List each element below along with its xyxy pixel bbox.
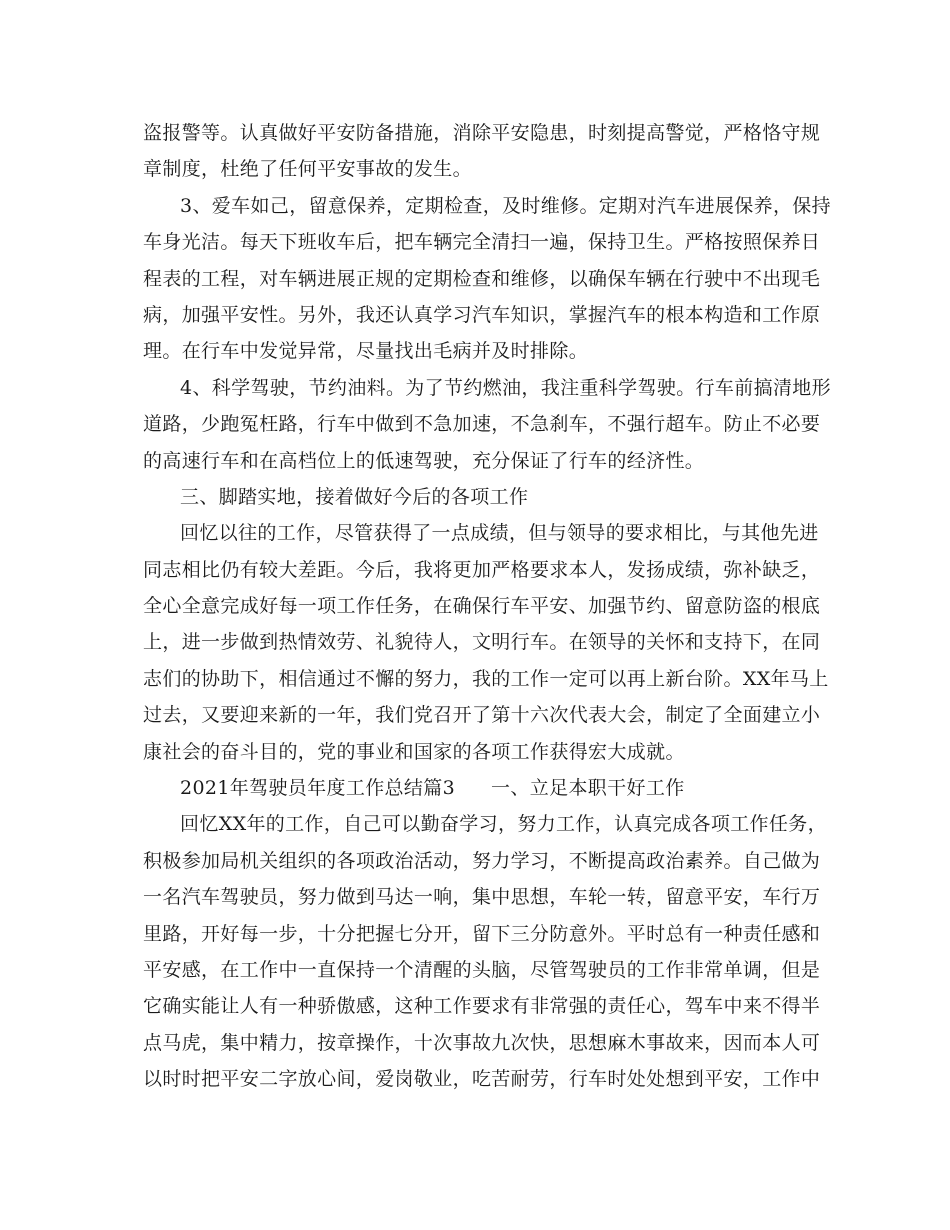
text-line: 过去，又要迎来新的一年，我们党召开了第十六次代表大会，制定了全面建立小 <box>143 704 821 727</box>
text-line: 积极参加局机关组织的各项政治活动，努力学习，不断提高政治素养。自己做为 <box>143 849 821 872</box>
text-line: 里路，开好每一步，十分把握七分开，留下三分防意外。平时总有一种责任感和 <box>143 922 821 945</box>
paragraph-review-line: 回忆以往的工作，尽管获得了一点成绩，但与领导的要求相比，与其他先进 <box>180 522 819 545</box>
text-line: 章制度，杜绝了任何平安事故的发生。 <box>143 158 472 181</box>
text-line: 它确实能让人有一种骄傲感，这种工作要求有非常强的责任心，驾车中来不得半 <box>143 995 821 1018</box>
article-title: 2021年驾驶员年度工作总结篇3 <box>180 777 456 800</box>
text-line: 同志相比仍有较大差距。今后，我将更加严格要求本人，发扬成绩，弥补缺乏， <box>143 558 821 581</box>
text-line: 道路，少跑冤枉路，行车中做到不急加速，不急刹车，不强行超车。防止不必要 <box>143 413 821 436</box>
text-line: 点马虎，集中精力，按章操作，十次事故九次快，思想麻木事故来，因而本人可 <box>143 1031 821 1054</box>
text-line: 病，加强平安性。另外，我还认真学习汽车知识，掌握汽车的根本构造和工作原 <box>143 303 821 326</box>
text-line: 的高速行车和在高档位上的低速驾驶，充分保证了行车的经济性。 <box>143 449 705 472</box>
article-heading <box>143 770 807 806</box>
text-line: 理。在行车中发觉异常，尽量找出毛病并及时排除。 <box>143 340 589 363</box>
text-line: 全心全意完成好每一项工作任务，在确保行车平安、加强节约、留意防盗的根底 <box>143 595 821 618</box>
paragraph-item-4-line: 4、科学驾驶，节约油料。为了节约燃油，我注重科学驾驶。行车前搞清地形 <box>180 376 831 399</box>
text-line: 上，进一步做到热情效劳、礼貌待人，文明行车。在领导的关怀和支持下，在同 <box>143 631 821 654</box>
text-line: 康社会的奋斗目的，党的事业和国家的各项工作获得宏大成就。 <box>143 740 685 763</box>
text-line: 盗报警等。认真做好平安防备措施，消除平安隐患，时刻提高警觉，严格恪守规 <box>143 122 821 144</box>
document-body <box>143 115 831 1098</box>
text-line: 以时时把平安二字放心间，爱岗敬业，吃苦耐劳，行车时处处想到平安，工作中 <box>143 1068 821 1091</box>
section-three-heading: 三、脚踏实地，接着做好今后的各项工作 <box>180 485 529 508</box>
text-line: 一名汽车驾驶员，努力做到马达一响，集中思想，车轮一转，留意平安，车行万 <box>143 886 821 909</box>
text-line: 程表的工程，对车辆进展正规的定期检查和维修，以确保车辆在行驶中不出现毛 <box>143 267 821 290</box>
text-line: 平安感，在工作中一直保持一个清醒的头脑，尽管驾驶员的工作非常单调，但是 <box>143 958 821 981</box>
paragraph-recall-line: 回忆XX年的工作，自己可以勤奋学习，努力工作，认真完成各项工作任务， <box>180 813 827 836</box>
article-subtitle: 一、立足本职干好工作 <box>491 777 685 800</box>
text-line: 志们的协助下，相信通过不懈的努力，我的工作一定可以再上新台阶。XX年马上 <box>143 667 829 690</box>
paragraph-item-3-line: 3、爱车如己，留意保养，定期检查，及时维修。定期对汽车进展保养，保持 <box>180 194 831 217</box>
text-line: 车身光洁。每天下班收车后，把车辆完全清扫一遍，保持卫生。严格按照保养日 <box>143 231 821 254</box>
